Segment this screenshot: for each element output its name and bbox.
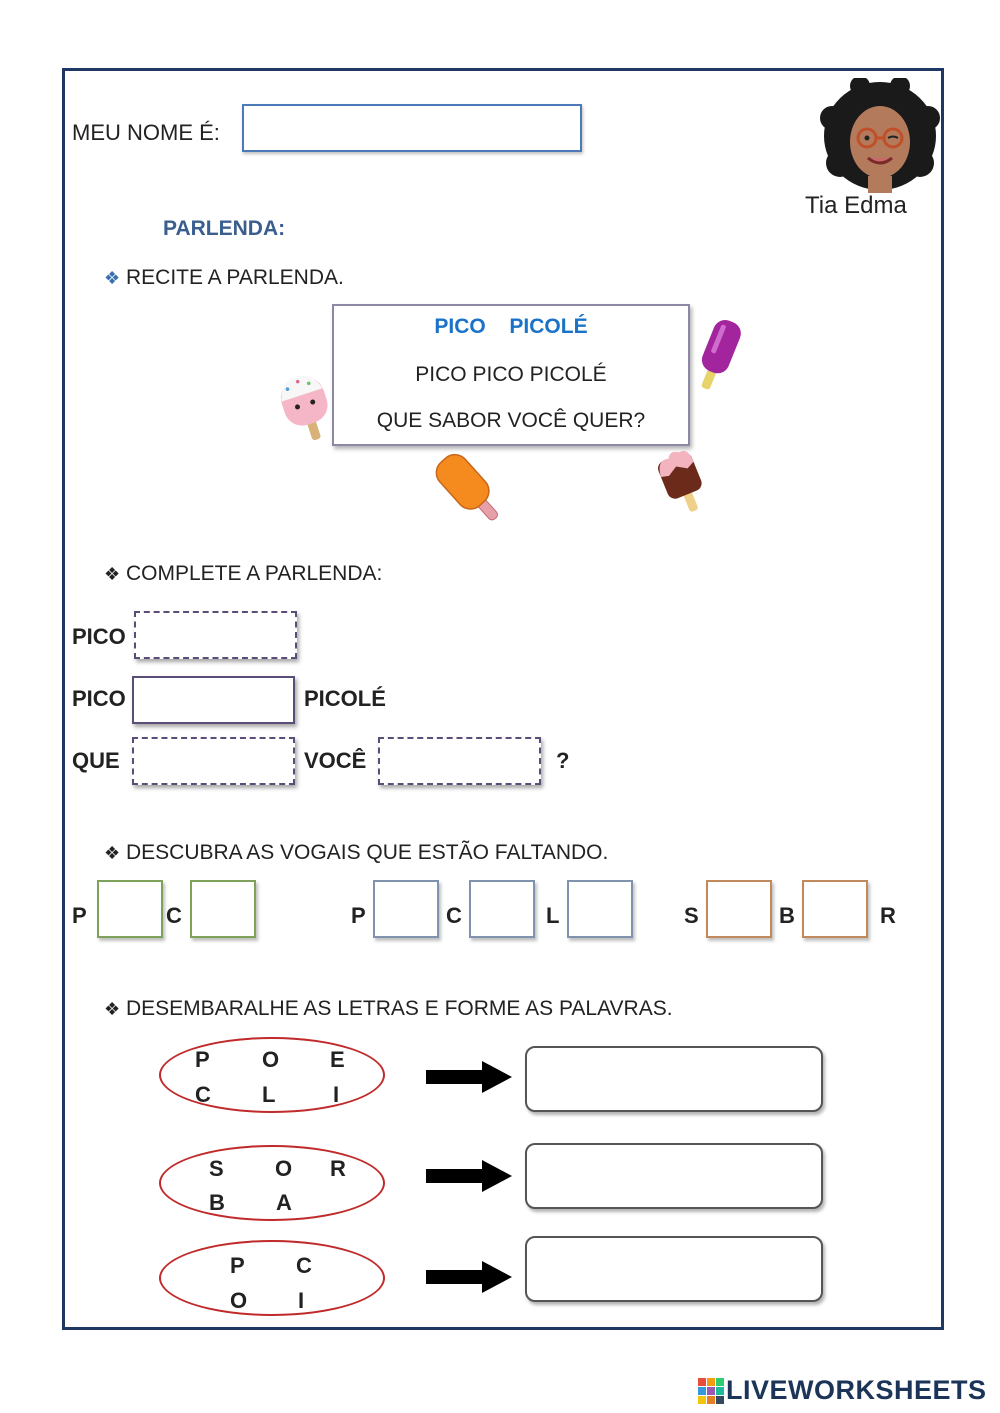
recite-instruction-text: RECITE A PARLENDA. xyxy=(126,266,344,289)
answer-box[interactable] xyxy=(525,1143,823,1209)
vowel-box[interactable] xyxy=(802,880,868,938)
vowel-box[interactable] xyxy=(706,880,772,938)
row2-word-2: PICOLÉ xyxy=(304,686,386,711)
poem-title: PICO PICOLÉ xyxy=(434,315,588,338)
arrow-right-icon xyxy=(426,1261,512,1298)
vowel-word1-letter: C xyxy=(166,903,182,928)
purple-popsicle-icon xyxy=(690,315,746,400)
complete-instruction xyxy=(104,562,382,586)
scrambled-letter: C xyxy=(195,1082,211,1107)
diamond-bullet-icon: ❖ xyxy=(104,268,121,288)
teacher-avatar xyxy=(820,78,940,193)
teacher-name: Tia Edma xyxy=(805,192,907,219)
poem-line-2: QUE SABOR VOCÊ QUER? xyxy=(376,409,646,432)
arrow-right-icon xyxy=(426,1061,512,1098)
fill-blank-3[interactable] xyxy=(132,737,295,785)
vowel-word2-letter: L xyxy=(546,903,560,928)
diamond-bullet-icon: ❖ xyxy=(104,843,121,863)
liveworksheets-logo-icon xyxy=(698,1378,724,1409)
scrambled-letter: B xyxy=(209,1190,225,1215)
vowel-word2-letter: P xyxy=(351,903,366,928)
pink-popsicle-icon xyxy=(272,370,342,450)
complete-instruction-text: COMPLETE A PARLENDA: xyxy=(126,562,383,585)
vowel-box[interactable] xyxy=(373,880,439,938)
row3-word-1: QUE xyxy=(72,748,120,773)
scrambled-letter: L xyxy=(262,1082,276,1107)
scrambled-letter: E xyxy=(330,1047,345,1072)
vowel-word2-letter: C xyxy=(446,903,462,928)
vowel-word3-letter: B xyxy=(779,903,795,928)
recite-instruction xyxy=(104,266,344,290)
vowel-box[interactable] xyxy=(469,880,535,938)
poem-box xyxy=(332,304,690,446)
poem-line-1: PICO PICO PICOLÉ xyxy=(415,363,607,386)
row1-word: PICO xyxy=(72,624,126,649)
vowel-word1-letter: P xyxy=(72,903,87,928)
section-title: PARLENDA: xyxy=(163,217,286,240)
unscramble-instruction xyxy=(104,997,673,1021)
answer-box[interactable] xyxy=(525,1046,823,1112)
orange-popsicle-icon xyxy=(425,450,515,535)
scrambled-letter: O xyxy=(275,1156,293,1181)
diamond-bullet-icon: ❖ xyxy=(104,564,121,584)
scrambled-letter: I xyxy=(333,1082,340,1107)
vowel-box[interactable] xyxy=(190,880,256,938)
scrambled-letter: A xyxy=(276,1190,292,1215)
scrambled-letter: O xyxy=(262,1047,280,1072)
scrambled-letter: O xyxy=(230,1288,248,1313)
letter-oval xyxy=(159,1145,385,1221)
vowel-word3-letter: R xyxy=(880,903,896,928)
scrambled-letter: I xyxy=(298,1288,305,1313)
scrambled-letter: P xyxy=(195,1047,210,1072)
name-label: MEU NOME É: xyxy=(72,120,220,145)
row2-word-1: PICO xyxy=(72,686,126,711)
vowel-box[interactable] xyxy=(97,880,163,938)
diamond-bullet-icon: ❖ xyxy=(104,999,121,1019)
vowels-instruction xyxy=(104,841,608,865)
row3-question-mark: ? xyxy=(556,748,570,773)
answer-box[interactable] xyxy=(525,1236,823,1302)
scrambled-letter: C xyxy=(296,1253,312,1278)
vowels-instruction-text: DESCUBRA AS VOGAIS QUE ESTÃO FALTANDO. xyxy=(126,841,609,864)
scrambled-letter: P xyxy=(230,1253,245,1278)
row3-word-2: VOCÊ xyxy=(304,748,367,773)
footer-logo-text[interactable]: LIVEWORKSHEETS xyxy=(726,1375,987,1405)
letter-oval xyxy=(159,1240,385,1316)
unscramble-instruction-text: DESEMBARALHE AS LETRAS E FORME AS PALAVRAS. xyxy=(126,997,673,1020)
fill-blank-4[interactable] xyxy=(378,737,541,785)
scrambled-letter: R xyxy=(330,1156,346,1181)
scrambled-letter: S xyxy=(209,1156,224,1181)
name-input[interactable] xyxy=(242,104,582,152)
arrow-right-icon xyxy=(426,1160,512,1197)
chocolate-popsicle-icon xyxy=(652,445,714,522)
fill-blank-1[interactable] xyxy=(134,611,297,659)
vowel-box[interactable] xyxy=(567,880,633,938)
vowel-word3-letter: S xyxy=(684,903,699,928)
fill-blank-2[interactable] xyxy=(132,676,295,724)
